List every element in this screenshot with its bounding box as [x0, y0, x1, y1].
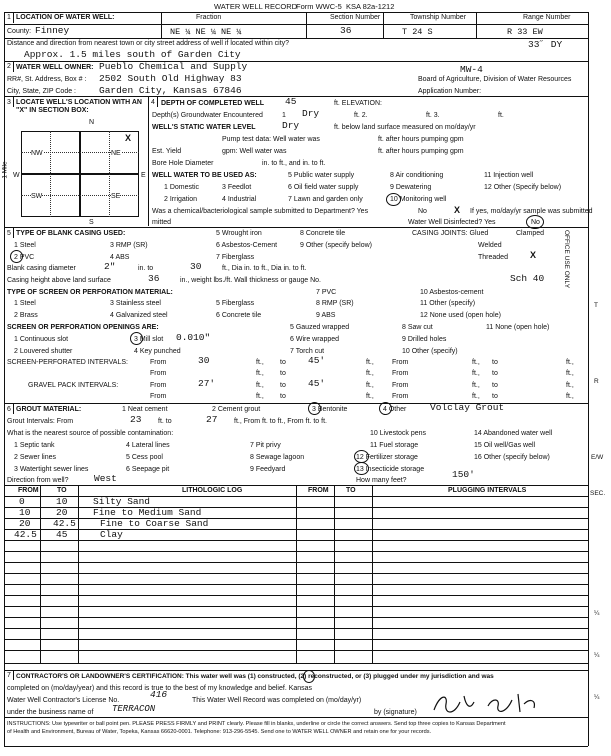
fraction-label: Fraction [196, 14, 222, 21]
screen-to: 45' [308, 355, 326, 366]
range-label: Range Number [523, 14, 571, 21]
casing-diameter: 2" [104, 261, 116, 272]
nw-label: NW [31, 150, 43, 157]
fraction-value: NE ¼ NE ¼ NE ¼ [170, 27, 242, 37]
county-label: County: [7, 28, 32, 35]
groundwater-value: Dry [302, 108, 320, 119]
se-label: SE [111, 193, 121, 200]
east-label: E [141, 172, 146, 179]
casing-height: 36 [148, 273, 160, 284]
office-r: R [594, 378, 599, 385]
ksa-reference: KSA 82a-1212 [346, 2, 395, 11]
use-label: WELL WATER TO BE USED AS: [152, 172, 257, 179]
casing-label: TYPE OF BLANK CASING USED: [16, 230, 126, 237]
depth-value: 45 [285, 96, 297, 107]
constructed-circle [303, 670, 315, 683]
direction-value: West [94, 473, 117, 484]
section-number-label: Section Number [330, 14, 381, 21]
openings-label: SCREEN OR PERFORATION OPENINGS ARE: [7, 324, 159, 331]
north-label: N [89, 119, 95, 126]
depth-unit: ft. ELEVATION: [334, 100, 382, 107]
office-use-label: OFFICE USE ONLY [563, 230, 570, 289]
well-id: MW-4 [460, 64, 483, 75]
instructions-line1: INSTRUCTIONS: Use typewriter or ball point pen. PLEASE PRESS FIRMLY and PRINT clearly. Please fill in blanks, underline or circle the correct answers. Send top three copies to Kansas Department [7, 721, 506, 727]
depth-label: DEPTH OF COMPLETED WELL [161, 100, 265, 107]
lithologic-log-header: LITHOLOGIC LOG [182, 487, 243, 494]
bentonite-circle [308, 402, 321, 415]
certification-line1: CONTRACTOR'S OR LANDOWNER'S CERTIFICATION: This water well was (1) constructed, (2) reconstructed, or (3) plugged under my jurisdiction and was [16, 673, 494, 680]
threaded-mark: X [530, 250, 537, 260]
address-label: RR#, St. Address, Box # : [7, 76, 87, 83]
township-value: T 24 S [402, 27, 433, 37]
grout-other-value: Volclay Grout [430, 402, 505, 413]
section-grid [21, 131, 139, 217]
application-label: Application Number: [418, 88, 482, 95]
grout-label: GROUT MATERIAL: [16, 406, 82, 413]
static-level-value: Dry [282, 120, 300, 131]
owner-value: Pueblo Chemical and Supply [99, 61, 248, 72]
locate-label: LOCATE WELL'S LOCATION WITH AN "X" IN SECTION BOX: [16, 99, 142, 114]
west-label: W [13, 172, 20, 179]
address-value: 2502 South Old Highway 83 [99, 73, 242, 84]
screen-from: 30 [198, 355, 210, 366]
board-label: Board of Agriculture, Division of Water Resources [418, 76, 572, 83]
well-location-mark: X [125, 133, 132, 143]
instructions-line2: of Health and Environment, Bureau of Water, Topeka, Kansas 66620-0001. Telephone: 913-296-5545. Send one to WATER WELL OWNER and retain one for your records. [7, 729, 432, 735]
screen-label: TYPE OF SCREEN OR PERFORATION MATERIAL: [7, 289, 173, 296]
range-value: R 33 EW [507, 27, 543, 37]
city-label: City, State, ZIP Code : [7, 88, 76, 95]
township-label: Township Number [410, 14, 467, 21]
signature [430, 688, 550, 718]
grout-other-circle [379, 402, 392, 415]
insecticide-circle [354, 462, 369, 475]
gravel-to: 45' [308, 378, 326, 389]
water-well-record-form: WATER WELL RECORD Form WWC-5 KSA 82a-1212 1 LOCATION OF WATER WELL: Fraction Section Number Township Number Range Number County: Finney NE ¼ NE ¼ NE ¼ 36 T 24 S R 33 EW Distance and direction from nearest town or city street address of well if located within city? 33˝ DY Approx. 1.5 miles south of Garden City 2 WATER WELL OWNER: Pueblo Chemical and Supply MW-4 RR#, St. Address, Box # : 2502 South Old Highway 83 Board of Agriculture, Division of Water Resources City, State, ZIP Code : Garden City, Kansas 67846 Application Number: 3 LOCATE WELL'S LOCATION WITH AN "X" IN SECTION BOX: N S W E 1 Mile NW NE SW SE X 4 DEPTH OF COMPLETED WELL 45 ft. ELEVATION: Depth(s) Groundwater Encountered 1 Dry ft. 2. ft. 3. ft. WELL'S STATIC WATER LEVEL Dry ft. below land surface measured on mo/day/yr Pump test data: Well water was ft. after hours pumping gpm Est. Yield gpm: Well water was ft. after hours pumping gpm Bore Hole Diameter in. to ft., and in. to ft. WELL WATER TO BE USED AS: 1 Domestic 3 Feedlot 5 Public water supply 8 Air conditioning 11 Injection well 2 Irrigation 4 Industrial 7 Lawn and garden only 9 Dewatering 12 Other (Specify below) 6 Oil field water supply 10 Monitoring well Was a chemical/bacteriological sample submitted to Department? Yes No X If yes, mo/day/yr sample was submitted mitted Water Well Disinfected? Yes No 5 TYPE OF BLANK CASING USED: 1 Steel 3 RMP (SR) 5 Wrought iron 8 Concrete tile 2 PVC 4 ABS 6 Asbestos-Cement 9 Other (specify below) 7 Fiberglass CASING JOINTS: Glued Clamped Welded Threaded X Blank casing diameter 2" in. to 30 ft., Dia in. to ft., Dia in. to ft. Casing height above land surface 36 in., weight lbs./ft. Wall thickness or gauge No. Sch 40 TYPE OF SCREEN OR PERFORATION MATERIAL: 1 Steel 3 Stainless steel 5 Fiberglass 7 PVC 10 Asbestos-cement 2 Brass 4 Galvanized steel 6 Concrete tile 8 RMP (SR) 11 Other (specify) 9 ABS 12 None used (open hole) SCREEN OR PERFORATION OPENINGS ARE: 5 Gauzed wrapped 8 Saw cut 11 None (open hole) 1 Continuous slot 3 Mill slot 0.010" 6 Wire wrapped 9 Drilled holes 2 Louvered shutter 4 Key punched 7 Torch cut 10 Other (specify) SCREEN-PERFORATED INTERVALS: From 30 ft., to 45' ft., From ft., to ft., From ft., to ft., From ft., to ft., GRAVEL PACK INTERVALS: From 27' ft., to 45' ft., From ft., to ft., From ft., to ft., From ft., to ft., 6 GROUT MATERIAL: 1 Neat cement 2 Cement grout 3 Bentonite 4 Other Volclay Grout Grout Intervals: From 23 ft. to 27 ft., From ft. to ft., From ft. to ft. What is the nearest source of possible contamination: 10 Livestock pens 14 Abandoned water well 1 Septic tank 4 Lateral lines 7 Pit privy 11 Fuel storage 15 Oil well/Gas well 2 Sewer lines 5 Cess pool 8 Sewage lagoon 12 Fertilizer storage 16 Other (specify below) 3 Watertight sewer lines 6 Seepage pit 9 Feedyard 13 Insecticide storage Direction from well? West How many feet? 150' FROM TO LITHOLOGIC LOG FROM TO PLUGGING INTERVALS 0 10 Silty Sand 10 20 Fine to Medium Sand 20 42.5 Fine to Coarse Sand 42.5 45 Clay 7 CONTRACTOR'S OR LANDOWNER'S CERTIFICATION: This water well was (1) constructed, (2) reconstructed, or (3) plugged under my jurisdiction and was completed on (mo/day/year) and this record is true to the best of my knowledge and belief. Kansas Water Well Contractor's License No. 416 This Water Well Record was completed on (mo/day/yr) under the business name of TERRACON by (signature) INSTRUCTIONS: Use typewriter or ball point pen. PLEASE PRESS FIRMLY and PRINT clearly. Please fill in blanks, underline or circle the correct answers. Send top three copies to Kansas Department of Health and Environment, Bureau of Water, Topeka, Kansas 66620-0001. Telephone: 913-296-5545. Send one to WATER WELL OWNER and retain one for your records. OFFICE USE ONLY T R E/W SEC. ¼ ¼ ¼ [0, 0, 611, 756]
feet-value: 150' [452, 469, 475, 480]
casing-depth: 30 [190, 261, 202, 272]
county-value: Finney [35, 25, 70, 36]
office-sec: SEC. [590, 490, 606, 497]
mill-slot-circle [130, 332, 143, 345]
grout-from: 23 [130, 414, 142, 425]
gauge-value: Sch 40 [510, 273, 545, 284]
south-label: S [89, 219, 94, 226]
form-title: WATER WELL RECORD [214, 2, 298, 11]
office-ew: E/W [591, 454, 604, 461]
city-value: Garden City, Kansas 67846 [99, 85, 242, 96]
owner-label: WATER WELL OWNER: [16, 64, 94, 71]
slot-size: 0.010" [176, 332, 211, 343]
range-annotation: 33˝ DY [528, 39, 563, 50]
business-name: TERRACON [112, 704, 156, 714]
license-number: 416 [150, 689, 168, 700]
office-t: T [594, 302, 598, 309]
disinfected-no: No [531, 219, 540, 226]
sw-label: SW [31, 193, 43, 200]
mile-label: 1 Mile [1, 161, 9, 179]
section-value: 36 [340, 25, 352, 36]
pvc-circle [10, 250, 23, 263]
groundwater-label: Depth(s) Groundwater Encountered [152, 112, 263, 119]
form-number: Form WWC-5 [296, 2, 342, 11]
gravel-from: 27' [198, 378, 216, 389]
chem-no-mark: X [454, 205, 461, 215]
plugging-header: PLUGGING INTERVALS [448, 487, 527, 494]
ne-label: NE [111, 150, 121, 157]
static-level-label: WELL'S STATIC WATER LEVEL [152, 124, 256, 131]
distance-label: Distance and direction from nearest town or city street address of well if located within city? [7, 40, 290, 47]
grout-to: 27 [206, 414, 218, 425]
location-label: LOCATION OF WATER WELL: [16, 14, 115, 21]
distance-value: Approx. 1.5 miles south of Garden City [24, 49, 241, 60]
monitoring-well-circle [386, 193, 401, 206]
